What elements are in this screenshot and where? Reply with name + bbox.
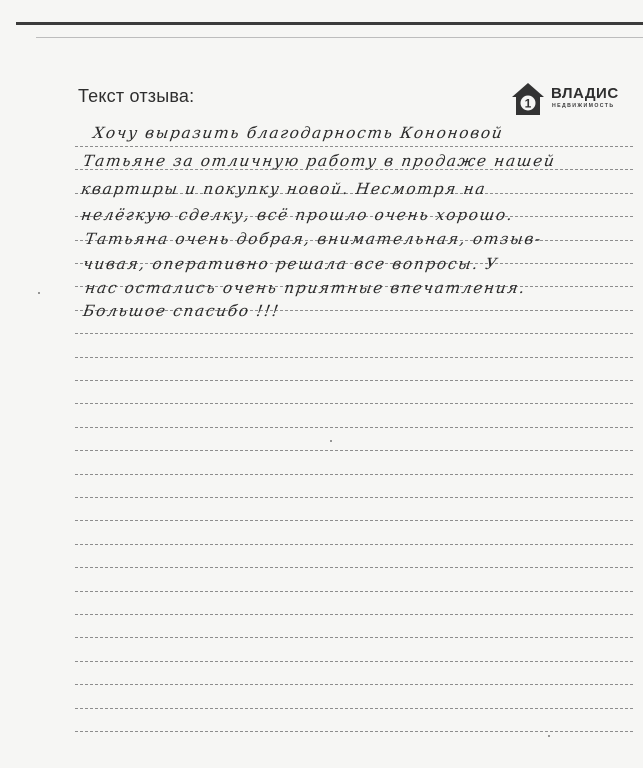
brand-tagline: НЕДВИЖИМОСТЬ: [552, 103, 615, 109]
ruled-line: [75, 380, 633, 381]
ruled-line: [75, 146, 633, 147]
ruled-line: [75, 637, 633, 638]
review-line: чивая, оперативно решала все вопросы. У: [82, 255, 500, 273]
ruled-lines: [75, 0, 633, 768]
review-line: нас остались очень приятные впечатления.: [84, 279, 528, 297]
ruled-line: [75, 708, 633, 709]
brand-name: ВЛАДИС: [551, 85, 619, 102]
ruled-line: [75, 684, 633, 685]
ruled-line: [75, 661, 633, 662]
ruled-line: [75, 333, 633, 334]
ruled-line: [75, 614, 633, 615]
review-line: Татьяне за отличную работу в продаже нашей: [82, 152, 557, 170]
review-line: нелёгкую сделку, всё прошло очень хорошо.: [80, 206, 515, 224]
ruled-line: [75, 474, 633, 475]
ruled-line: [75, 357, 633, 358]
scan-speck: [548, 735, 550, 737]
ruled-line: [75, 591, 633, 592]
logo-digit: 1: [524, 96, 532, 111]
ruled-line: [75, 403, 633, 404]
review-line: квартиры и покупку новой. Несмотря на: [80, 180, 488, 198]
form-title: Текст отзыва:: [78, 86, 195, 106]
ruled-line: [75, 567, 633, 568]
review-line: Татьяна очень добрая, внимательная, отзыв-: [84, 230, 544, 248]
review-line: Большое спасибо !!!: [82, 302, 282, 320]
review-line: Хочу выразить благодарность Кононовой: [92, 124, 505, 142]
ruled-line: [75, 497, 633, 498]
ruled-line: [75, 731, 633, 732]
ruled-line: [75, 450, 633, 451]
scan-speck: [38, 292, 40, 294]
ruled-line: [75, 520, 633, 521]
ruled-line: [75, 427, 633, 428]
scan-speck: [330, 440, 332, 442]
ruled-line: [75, 544, 633, 545]
